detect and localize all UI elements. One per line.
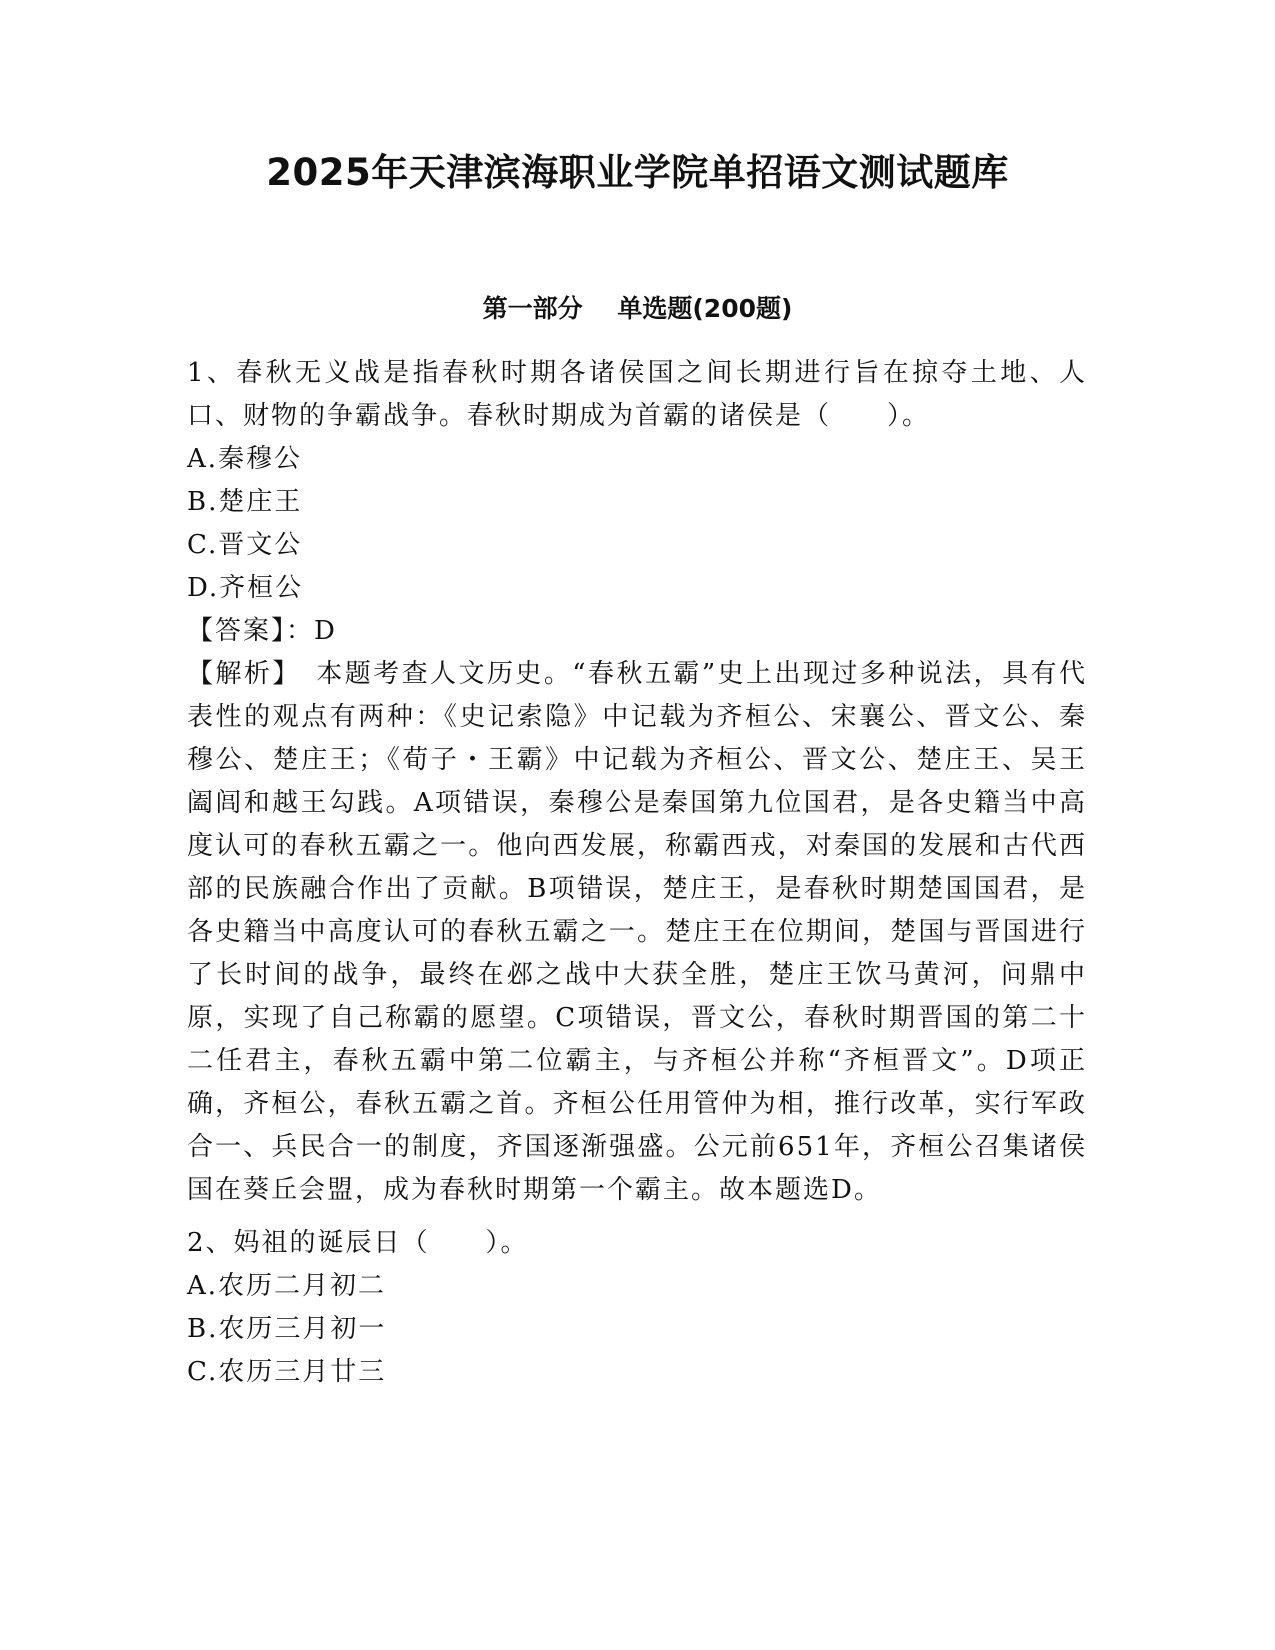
- question-stem: 2、妈祖的诞辰日（ ）。: [187, 1228, 529, 1258]
- answer-value: D: [314, 616, 337, 646]
- option-a: A.农历二月初二: [187, 1271, 387, 1301]
- question-2: [187, 1222, 1087, 1394]
- answer-line: [187, 610, 1087, 653]
- section-title: 第一部分 单选题(200题): [482, 294, 793, 323]
- question-list: [187, 352, 1087, 1394]
- option-a: A.秦穆公: [187, 444, 303, 474]
- answer-label: 【答案】：: [187, 616, 315, 646]
- question-1: [187, 352, 1087, 1212]
- option-b: B.楚庄王: [187, 487, 303, 517]
- option-b: B.农历三月初一: [187, 1314, 387, 1344]
- option-d: D.齐桓公: [187, 573, 304, 603]
- analysis-text: 本题考查人文历史。“春秋五霸”史上出现过多种说法，具有代表性的观点有两种：《史记索隐》中记载为齐桓公、宋襄公、晋文公、秦穆公、楚庄王；《荀子・王霸》中记载为齐桓公、晋文公、楚庄王、吴王阖闾和越王勾践。A项错误，秦穆公是秦国第九位国君，是各史籍当中高度认可的春秋五霸之一。他向西发展，称霸西戎，对秦国的发展和古代西部的民族融合作出了贡献。B项错误，楚庄王，是春秋时期楚国国君，是各史籍当中高度认可的春秋五霸之一。楚庄王在位期间，楚国与晋国进行了长时间的战争，最终在邲之战中大获全胜，楚庄王饮马黄河，问鼎中原，实现了自己称霸的愿望。C项错误，晋文公，春秋时期晋国的第二十二任君主，春秋五霸中第二位霸主，与齐桓公并称“齐桓晋文”。D项正确，齐桓公，春秋五霸之首。齐桓公任用管仲为相，推行改革，实行军政合一、兵民合一的制度，齐国逐渐强盛。公元前651年，齐桓公召集诸侯国在葵丘会盟，成为春秋时期第一个霸主。故本题选D。: [187, 659, 1087, 1205]
- analysis-label: 【解析】: [187, 659, 288, 689]
- question-stem: 1、春秋无义战是指春秋时期各诸侯国之间长期进行旨在掠夺土地、人口、财物的争霸战争。春秋时期成为首霸的诸侯是（ ）。: [187, 358, 1087, 431]
- option-c: C.农历三月廿三: [187, 1357, 387, 1387]
- analysis-paragraph: [187, 653, 1087, 1212]
- option-c: C.晋文公: [187, 530, 303, 560]
- document-title: 2025年天津滨海职业学院单招语文测试题库: [266, 151, 1009, 194]
